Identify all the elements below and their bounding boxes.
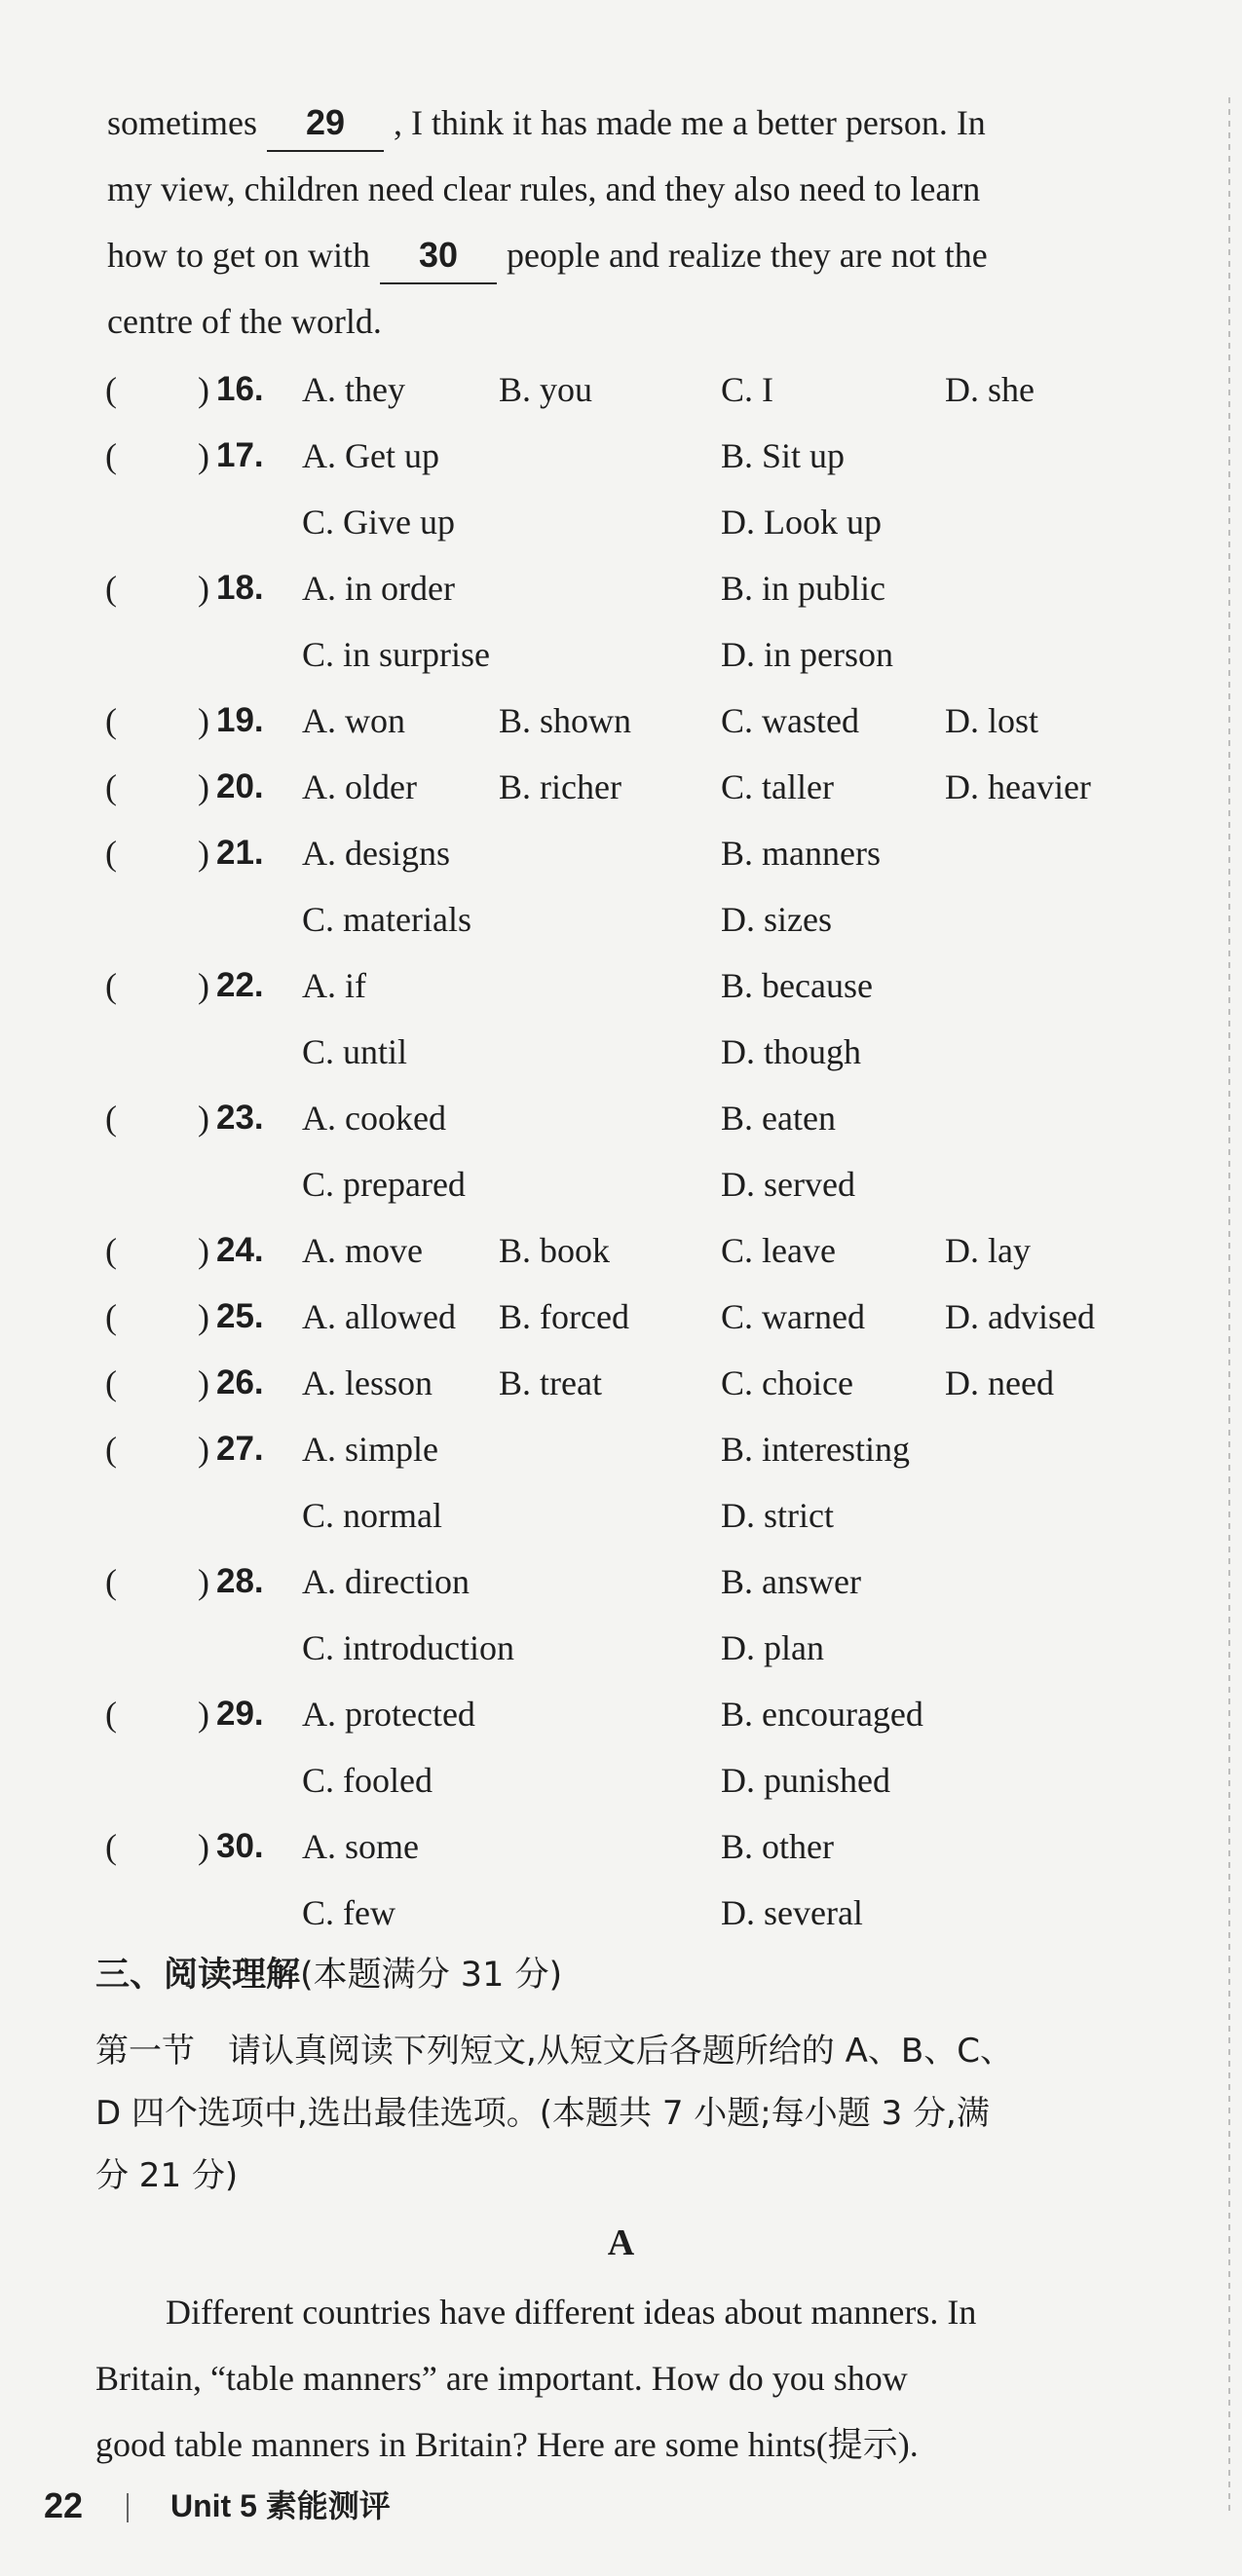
answer-paren-open[interactable]: ( — [105, 834, 117, 873]
question-22 — [0, 952, 1242, 1019]
option-a: A. cooked — [302, 1099, 446, 1138]
answer-paren-open[interactable]: ( — [105, 370, 117, 409]
question-23 — [0, 1085, 1242, 1151]
question-24 — [0, 1217, 1242, 1284]
option-b: B. richer — [499, 767, 621, 806]
option-d: D. need — [945, 1363, 1054, 1402]
option-d: D. served — [721, 1165, 855, 1204]
question-number: 22. — [216, 966, 264, 1004]
option-d: D. sizes — [721, 900, 832, 939]
question-30 — [0, 1813, 1242, 1880]
answer-paren-close: ) — [198, 569, 209, 608]
option-b: B. shown — [499, 701, 632, 740]
answer-paren-close: ) — [198, 1562, 209, 1601]
question-number: 18. — [216, 569, 264, 607]
answer-paren-close: ) — [198, 1695, 209, 1734]
option-a: A. if — [302, 966, 366, 1005]
question-29 — [0, 1681, 1242, 1747]
cloze-passage-end — [107, 90, 1169, 355]
answer-paren-open[interactable]: ( — [105, 1099, 117, 1138]
option-d: D. plan — [721, 1628, 824, 1667]
option-b: B. you — [499, 370, 593, 409]
instruction-line-2: D 四个选项中,选出最佳选项。(本题共 7 小题;每小题 3 分,满 — [95, 2094, 990, 2133]
question-16 — [0, 356, 1242, 423]
instruction-line-1: 第一节 请认真阅读下列短文,从短文后各题所给的 A、B、C、 — [95, 2032, 1013, 2071]
question-26 — [0, 1350, 1242, 1416]
option-a: A. simple — [302, 1430, 438, 1469]
question-25 — [0, 1284, 1242, 1350]
question-23-row-2 — [0, 1151, 1242, 1217]
question-number: 20. — [216, 767, 264, 805]
option-a: A. direction — [302, 1562, 470, 1601]
option-d: D. strict — [721, 1496, 834, 1535]
passage-heading: A — [607, 2222, 635, 2263]
option-c: C. choice — [721, 1363, 853, 1402]
question-number: 17. — [216, 436, 264, 474]
answer-paren-close: ) — [198, 436, 209, 475]
question-20 — [0, 754, 1242, 820]
option-d: D. several — [721, 1893, 863, 1932]
option-c: C. normal — [302, 1496, 442, 1535]
question-27-row-2 — [0, 1482, 1242, 1549]
question-number: 19. — [216, 701, 264, 739]
question-number: 16. — [216, 370, 264, 408]
section-heading-reading — [95, 1946, 562, 2004]
option-b: B. forced — [499, 1297, 629, 1336]
option-a: A. older — [302, 767, 417, 806]
option-d: D. though — [721, 1032, 861, 1071]
option-c: C. Give up — [302, 503, 455, 541]
option-d: D. Look up — [721, 503, 882, 541]
answer-paren-close: ) — [198, 701, 209, 740]
option-d: D. lost — [945, 701, 1039, 740]
question-27 — [0, 1416, 1242, 1482]
option-b: B. manners — [721, 834, 881, 873]
answer-paren-open[interactable]: ( — [105, 569, 117, 608]
section-score: (本题满分 31 分) — [300, 1956, 563, 1995]
question-number: 21. — [216, 834, 264, 872]
question-21-row-2 — [0, 886, 1242, 952]
question-30-row-2 — [0, 1880, 1242, 1946]
answer-paren-open[interactable]: ( — [105, 1297, 117, 1336]
option-a: A. won — [302, 701, 405, 740]
footer-divider — [127, 2493, 129, 2522]
option-c: C. few — [302, 1893, 395, 1932]
section-title: 三、阅读理解 — [95, 1956, 301, 1995]
option-c: C. until — [302, 1032, 408, 1071]
option-b: B. treat — [499, 1363, 602, 1402]
reading-line-3: good table manners in Britain? Here are some hints(提示). — [95, 2425, 919, 2464]
answer-paren-open[interactable]: ( — [105, 1430, 117, 1469]
question-number: 29. — [216, 1695, 264, 1733]
question-number: 26. — [216, 1363, 264, 1401]
answer-paren-open[interactable]: ( — [105, 1363, 117, 1402]
option-a: A. Get up — [302, 436, 439, 475]
answer-paren-open[interactable]: ( — [105, 1695, 117, 1734]
instruction-line-3: 分 21 分) — [95, 2156, 239, 2195]
option-c: C. taller — [721, 767, 834, 806]
question-number: 30. — [216, 1827, 264, 1865]
option-b: B. eaten — [721, 1099, 836, 1138]
option-c: C. prepared — [302, 1165, 466, 1204]
option-d: D. heavier — [945, 767, 1091, 806]
option-d: D. lay — [945, 1231, 1031, 1270]
unit-title: Unit 5 素能测评 — [170, 2488, 391, 2523]
option-b: B. encouraged — [721, 1695, 923, 1734]
option-a: A. allowed — [302, 1297, 456, 1336]
option-a: A. they — [302, 370, 405, 409]
question-22-row-2 — [0, 1019, 1242, 1085]
question-number: 25. — [216, 1297, 264, 1335]
blank-29: 29 — [267, 95, 384, 152]
answer-paren-close: ) — [198, 966, 209, 1005]
answer-paren-open[interactable]: ( — [105, 767, 117, 806]
option-b: B. Sit up — [721, 436, 846, 475]
option-b: B. because — [721, 966, 873, 1005]
passage-line-2: my view, children need clear rules, and they also need to learn — [107, 169, 981, 208]
option-c: C. warned — [721, 1297, 865, 1336]
option-b: B. book — [499, 1231, 611, 1270]
answer-paren-close: ) — [198, 1363, 209, 1402]
passage-line-4: centre of the world. — [107, 302, 382, 341]
option-a: A. some — [302, 1827, 419, 1866]
question-28-row-2 — [0, 1615, 1242, 1681]
reading-line-1: Different countries have different ideas about manners. In — [166, 2293, 977, 2332]
question-17-row-2 — [0, 489, 1242, 555]
question-number: 28. — [216, 1562, 264, 1600]
option-a: A. in order — [302, 569, 455, 608]
answer-paren-close: ) — [198, 834, 209, 873]
question-number: 24. — [216, 1231, 264, 1269]
section-instructions — [95, 2020, 1177, 2207]
passage-line-3: how to get on with 30 people and realize they are not the — [107, 222, 1169, 288]
option-c: C. I — [721, 370, 773, 409]
answer-paren-open[interactable]: ( — [105, 1562, 117, 1601]
answer-paren-open[interactable]: ( — [105, 701, 117, 740]
option-a: A. move — [302, 1231, 423, 1270]
question-number: 23. — [216, 1099, 264, 1137]
question-28 — [0, 1549, 1242, 1615]
option-a: A. lesson — [302, 1363, 433, 1402]
answer-paren-close: ) — [198, 1231, 209, 1270]
answer-paren-open[interactable]: ( — [105, 436, 117, 475]
page-number: 22 — [44, 2485, 84, 2525]
question-19 — [0, 688, 1242, 754]
answer-paren-close: ) — [198, 1430, 209, 1469]
answer-paren-close: ) — [198, 1827, 209, 1866]
answer-paren-close: ) — [198, 370, 209, 409]
answer-paren-close: ) — [198, 1099, 209, 1138]
option-c: C. in surprise — [302, 635, 490, 674]
option-d: D. in person — [721, 635, 893, 674]
reading-passage-a — [95, 2279, 1172, 2478]
answer-paren-open[interactable]: ( — [105, 966, 117, 1005]
option-c: C. wasted — [721, 701, 859, 740]
question-17 — [0, 423, 1242, 489]
passage-line-1: sometimes 29 , I think it has made me a better person. In — [107, 90, 1169, 156]
option-d: D. punished — [721, 1761, 890, 1800]
option-b: B. interesting — [721, 1430, 910, 1469]
answer-paren-open[interactable]: ( — [105, 1827, 117, 1866]
question-21 — [0, 820, 1242, 886]
question-18 — [0, 555, 1242, 621]
reading-line-2: Britain, “table manners” are important. How do you show — [95, 2359, 908, 2398]
option-c: C. fooled — [302, 1761, 433, 1800]
question-18-row-2 — [0, 621, 1242, 688]
answer-paren-open[interactable]: ( — [105, 1231, 117, 1270]
option-c: C. introduction — [302, 1628, 514, 1667]
option-a: A. designs — [302, 834, 450, 873]
option-c: C. materials — [302, 900, 471, 939]
option-d: D. advised — [945, 1297, 1095, 1336]
answer-paren-close: ) — [198, 1297, 209, 1336]
blank-30: 30 — [380, 228, 497, 284]
option-b: B. other — [721, 1827, 834, 1866]
question-number: 27. — [216, 1430, 264, 1468]
option-b: B. answer — [721, 1562, 861, 1601]
question-29-row-2 — [0, 1747, 1242, 1813]
option-b: B. in public — [721, 569, 885, 608]
option-d: D. she — [945, 370, 1035, 409]
option-c: C. leave — [721, 1231, 836, 1270]
answer-paren-close: ) — [198, 767, 209, 806]
option-a: A. protected — [302, 1695, 475, 1734]
